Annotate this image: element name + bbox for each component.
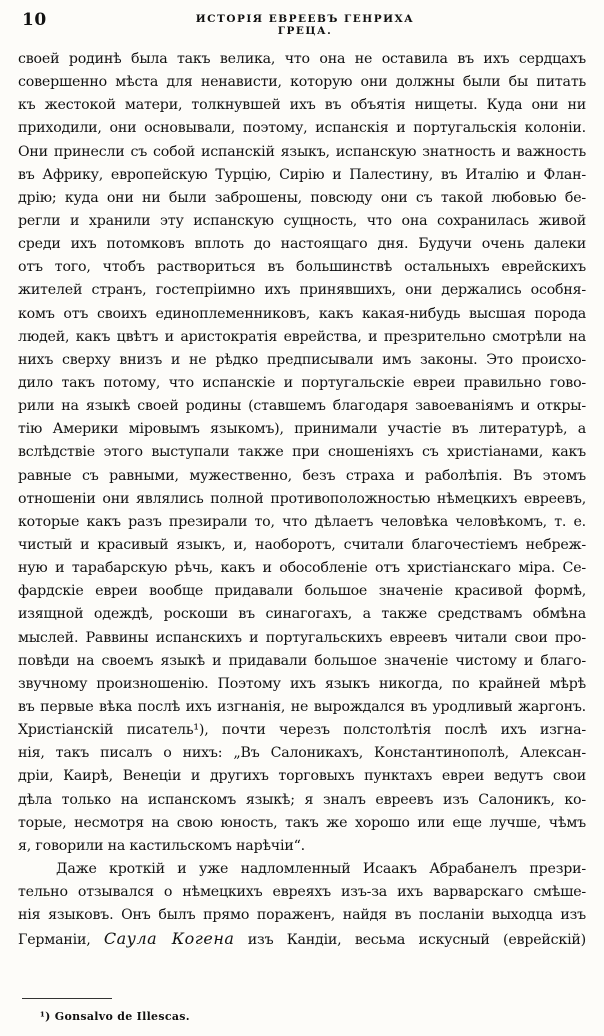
text-fragment: изъ Кандіи, весьма искусный (еврейскій) [247, 932, 586, 949]
text-line: людей, какъ цвѣтъ и аристократія еврейства, и презрительно смотрѣли на [18, 328, 586, 345]
text-line: чистый и красивый языкъ, и, наоборотъ, считали благочестіемъ небреж- [18, 536, 586, 553]
text-line: Христіанскій писатель¹), почти черезъ полстолѣтія послѣ ихъ изгна- [18, 722, 586, 739]
footnote-rule [22, 998, 112, 999]
text-line: своей родинѣ была такъ велика, что она не оставила въ ихъ сердцахъ [18, 51, 586, 67]
text-fragment: Германіи, [18, 932, 91, 949]
text-line: которые какъ разъ презирали то, что дѣлаетъ человѣка человѣкомъ, т. е. [18, 513, 586, 530]
text-line: совершенно мѣста для ненависти, которую они должны были бы питать [18, 74, 586, 91]
text-line: регли и хранили эту испанскую сущность, что она сохранилась живой [18, 212, 586, 229]
running-title: ИСТОРІЯ ЕВРЕЕВЪ ГЕНРИХА ГРЕЦА. [195, 13, 415, 37]
text-line: повѣди на своемъ языкѣ и придавали большое значеніе чистому и благо- [18, 652, 586, 669]
text-line: дѣла только на испанскомъ языкѣ; я зналъ евреевъ изъ Салоникъ, ко- [18, 791, 586, 808]
text-line: вслѣдствіе этого выступали также при сношеніяхъ съ христіанами, какъ [18, 444, 586, 461]
text-line: нія, такъ писалъ о нихъ: „Въ Салоникахъ, Константинополѣ, Алексан- [18, 745, 586, 762]
text-line: рили на языкѣ своей родины (ставшемъ благодаря завоеваніямъ и откры- [18, 398, 586, 415]
text-line: ную и тарабарскую рѣчь, какъ и обособленіе отъ христіанскаго міра. Се- [18, 560, 586, 577]
text-line: Они принесли съ собой испанскій языкъ, испанскую знатность и важность [18, 143, 586, 160]
page-number: 10 [22, 10, 47, 30]
text-line: я, говорили на кастильскомъ нарѣчіи“. [18, 837, 305, 854]
text-line: тію Америки міровымъ языкомъ), принимали участіе въ литературѣ, а [18, 421, 586, 438]
text-line: фардскіе евреи вообще придавали большое значеніе красивой формѣ, [18, 583, 586, 600]
text-line: дрію; куда они ни были заброшены, повсюду они съ такой любовью бе- [18, 189, 586, 206]
main-text [18, 48, 586, 950]
emphasized-name: Саула Когена [103, 929, 235, 949]
text-line: дріи, Каирѣ, Венеціи и другихъ торговыхъ пунктахъ евреи ведутъ свои [18, 768, 586, 785]
text-line: мыслей. Раввины испанскихъ и португальскихъ евреевъ читали свои про- [18, 629, 586, 646]
text-line: среди ихъ потомковъ вплоть до настоящаго дня. Будучи очень далеки [18, 236, 586, 253]
text-line: жителей странъ, гостепріимно ихъ принявшихъ, они держались особня- [18, 282, 586, 299]
text-line: приходили, они основывали, поэтому, испанскія и португальскія колоніи. [18, 120, 586, 137]
text-line: изящной одеждѣ, роскоши въ синагогахъ, а также средствамъ обмѣна [18, 606, 586, 623]
text-line: равные съ равными, мужественно, безъ страха и раболѣпія. Въ этомъ [18, 467, 586, 484]
text-line: нихъ сверху внизъ и не рѣдко предписывали имъ законы. Это происхо- [18, 351, 586, 368]
text-line: въ первые вѣка послѣ ихъ изгнанія, не вырождался въ уродливый жаргонъ. [18, 698, 586, 715]
text-line: въ Африку, европейскую Турцію, Сирію и Палестину, въ Италію и Флан- [18, 166, 586, 183]
paragraph-first-line: Даже кроткій и уже надломленный Исаакъ Абрабанелъ презри- [56, 860, 586, 877]
text-line: отношеніи они являлись полной противоположностью нѣмецкихъ евреевъ, [18, 490, 586, 507]
text-line: комъ отъ своихъ единоплеменниковъ, какъ какая-нибудь высшая порода [18, 305, 586, 322]
footnote: ¹) Gonsalvo de Illescas. [40, 1010, 190, 1023]
text-line: нія языковъ. Онъ былъ прямо пораженъ, найдя въ посланіи выходца изъ [18, 907, 586, 924]
text-line: тельно отзывался о нѣмецкихъ евреяхъ изъ-за ихъ варварскаго смѣше- [18, 884, 586, 901]
text-line: къ жестокой матери, толкнувшей ихъ въ объятія нищеты. Куда они ни [18, 97, 586, 114]
text-line-with-emphasis [18, 927, 586, 950]
text-line: дило такъ потому, что испанскіе и португальскіе евреи правильно гово- [18, 374, 586, 391]
text-line: звучному произношенію. Поэтому ихъ языкъ никогда, по крайней мѣрѣ [18, 675, 586, 692]
text-line: отъ того, чтобъ раствориться въ большинствѣ остальныхъ еврейскихъ [18, 259, 586, 276]
text-line: торые, несмотря на свою юность, такъ же хорошо или еще лучше, чѣмъ [18, 814, 586, 831]
